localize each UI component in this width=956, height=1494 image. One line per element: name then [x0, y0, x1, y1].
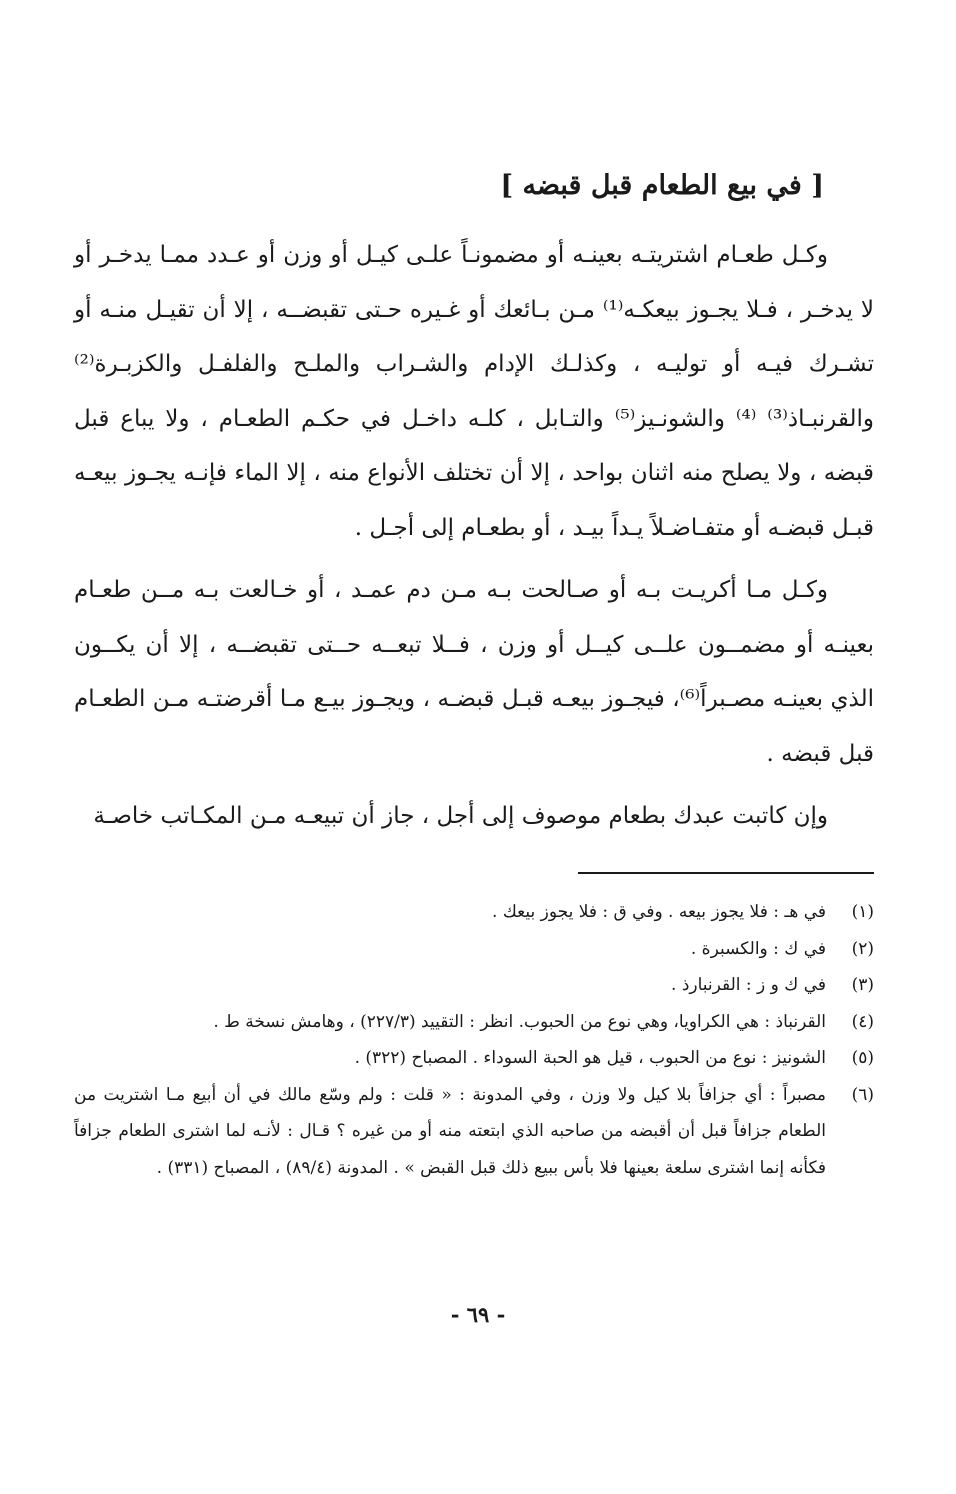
- paragraph: وإن كاتبت عبدك بطعام موصوف إلى أجل ، جاز أن تبيعـه مـن المكـاتب خاصـة: [93, 803, 828, 829]
- footnote-text: القرنباذ : هي الكراويا، وهي نوع من الحبوب. انظر : التقييد (٢٢٧/٣) ، وهامش نسخة ط .: [213, 1011, 826, 1032]
- footnote: [74, 1077, 874, 1187]
- footnote-number: (٢): [851, 938, 874, 959]
- footnote-separator: [578, 872, 874, 874]
- footnote-text: في ك و ز : القرنبارذ .: [671, 975, 826, 995]
- footnote-number: (١): [851, 902, 874, 922]
- footnote-number: (٤): [851, 1011, 874, 1032]
- main-text: [74, 228, 874, 844]
- page-number: - ٦٩ -: [450, 1302, 506, 1327]
- footnote: [74, 1004, 874, 1041]
- footnote-text: مصبراً : أي جزافاً بلا كيل ولا وزن ، وفي المدونة : « قلت : ولم وسّع مالك في أن أبيع مـا اشتريت من الطعام جزافاً قبل أن أقبضه من صاحبه الذي ابتعته منه أو من غيره ؟ قـال : لأنـه لما اشترى الطعام جزافاً فكأنه إنما اشترى سلعة بعينها فلا بأس ببيع ذلك قبل القبض » . المدونة (٨٩/٤) ، المصباح (٣٣١) .: [74, 1084, 826, 1178]
- paragraph: وكـل مـا أكريـت بـه أو صـالحت بـه مـن دم عمـد ، أو خـالعت بـه مــن طعـام بعينـه أو مضمــون علــى كيــل أو وزن ، فــلا تبعــه حــتى تقبضــه ، إلا أن يكــون الذي بعينـه مصـبراً⁽⁶⁾، فيجـوز بيعـه قبـل قبضـه ، ويجـوز بيـع مـا أقرضتـه مـن الطعـام قبل قبضه .: [74, 577, 874, 767]
- footnote-text: الشونيز : نوع من الحبوب ، قيل هو الحبة السوداء . المصباح (٣٢٢) .: [354, 1048, 826, 1068]
- footnote-number: (٥): [851, 1048, 874, 1068]
- footnote: [74, 1040, 874, 1077]
- footnote: [74, 967, 874, 1004]
- footnote-number: (٣): [851, 975, 874, 995]
- footnote-text: في ك : والكسبرة .: [690, 938, 826, 959]
- footnote-text: في هـ : فلا يجوز بيعه . وفي ق : فلا يجوز بيعك .: [492, 902, 826, 922]
- section-heading: [ في بيع الطعام قبل قبضه ]: [500, 170, 824, 201]
- footnotes: [74, 894, 874, 1186]
- footnote-number: (٦): [851, 1084, 874, 1105]
- footnote: [74, 894, 874, 931]
- paragraph: وكـل طعـام اشتريتـه بعينـه أو مضمونـاً علـى كيـل أو وزن أو عـدد ممـا يدخـر أو لا يدخـر ، فـلا يجـوز بيعكـه⁽¹⁾ مـن بـائعك أو غـيره حـتى تقبضــه ، إلا أن تقيـل منـه أو تشـرك فيـه أو توليـه ، وكذلـك الإدام والشـراب والملـح والفلفـل والكزبـرة⁽²⁾ والقرنبـاذ⁽³⁾ ⁽⁴⁾ والشونـيز⁽⁵⁾ والتـابل ، كلـه داخـل في حكـم الطعـام ، ولا يباع قبل قبضه ، ولا يصلح منه اثنان بواحد ، إلا أن تختلف الأنواع منه ، إلا الماء فإنـه يجـوز بيعـه قبـل قبضـه أو متفـاضـلاً يـداً بيـد ، أو بطعـام إلى أجـل .: [74, 242, 874, 541]
- footnote: [74, 931, 874, 968]
